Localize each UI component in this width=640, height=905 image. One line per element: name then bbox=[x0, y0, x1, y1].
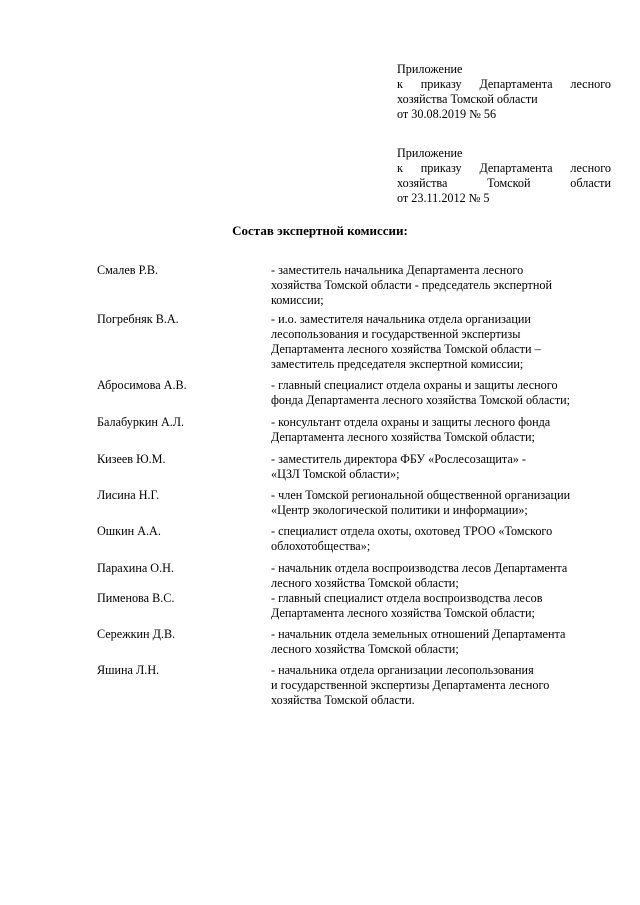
appendix-title: Приложение bbox=[397, 62, 463, 76]
member-name: Лисина Н.Г. bbox=[97, 488, 160, 502]
commission-title: Состав экспертной комиссии: bbox=[232, 223, 408, 238]
member-name: Яшина Л.Н. bbox=[97, 663, 160, 677]
member-name: Сережкин Д.В. bbox=[97, 627, 176, 641]
member-name: Парахина О.Н. bbox=[97, 561, 175, 575]
member-role: - начальника отдела организации лесопользования и государственной экспертизы Департамента лесного хозяйства Томской области. bbox=[271, 663, 550, 707]
member-name: Смалев Р.В. bbox=[97, 263, 159, 277]
member-role: - начальник отдела земельных отношений Департамента лесного хозяйства Томской области; bbox=[271, 627, 566, 656]
appendix-order-line: к приказу Департамента лесного bbox=[397, 161, 611, 175]
member-role: - специалист отдела охоты, охотовед ТРОО «Томского облохотобщества»; bbox=[271, 524, 553, 553]
appendix-header-current bbox=[397, 62, 611, 122]
member-role: - заместитель директора ФБУ «Рослесозащита» - «ЦЗЛ Томской области»; bbox=[271, 452, 526, 481]
appendix-date-line: от 30.08.2019 № 56 bbox=[397, 107, 497, 121]
member-role: - главный специалист отдела охраны и защиты лесного фонда Департамента лесного хозяйства Томской области; bbox=[271, 378, 571, 407]
member-role: - заместитель начальника Департамента лесного хозяйства Томской области - председатель экспертной комиссии; bbox=[271, 263, 552, 307]
member-name: Пименова В.С. bbox=[97, 591, 175, 605]
member-role: - главный специалист отдела воспроизводства лесов Департамента лесного хозяйства Томской области; bbox=[271, 591, 543, 620]
appendix-order-line: к приказу Департамента лесного bbox=[397, 77, 611, 91]
member-name: Погребняк В.А. bbox=[97, 312, 179, 326]
appendix-title: Приложение bbox=[397, 146, 463, 160]
appendix-header-original bbox=[397, 146, 611, 206]
member-role: - и.о. заместителя начальника отдела организации лесопользования и государственной экспертизы Департамента лесного хозяйства Томской области – заместитель председателя экспертной комиссии; bbox=[271, 312, 541, 371]
member-name: Абросимова А.В. bbox=[97, 378, 187, 392]
member-role: - начальник отдела воспроизводства лесов Департамента лесного хозяйства Томской области; bbox=[271, 561, 568, 590]
member-role: - член Томской региональной общественной организации «Центр экологической политики и информации»; bbox=[271, 488, 571, 517]
appendix-department-line: хозяйства Томской области bbox=[397, 92, 538, 106]
member-role: - консультант отдела охраны и защиты лесного фонда Департамента лесного хозяйства Томской области; bbox=[271, 415, 551, 444]
member-name: Ошкин А.А. bbox=[97, 524, 161, 538]
member-name: Кизеев Ю.М. bbox=[97, 452, 166, 466]
appendix-department-line: хозяйства Томской области bbox=[397, 176, 611, 190]
member-name: Балабуркин А.Л. bbox=[97, 415, 185, 429]
appendix-date-line: от 23.11.2012 № 5 bbox=[397, 191, 490, 205]
